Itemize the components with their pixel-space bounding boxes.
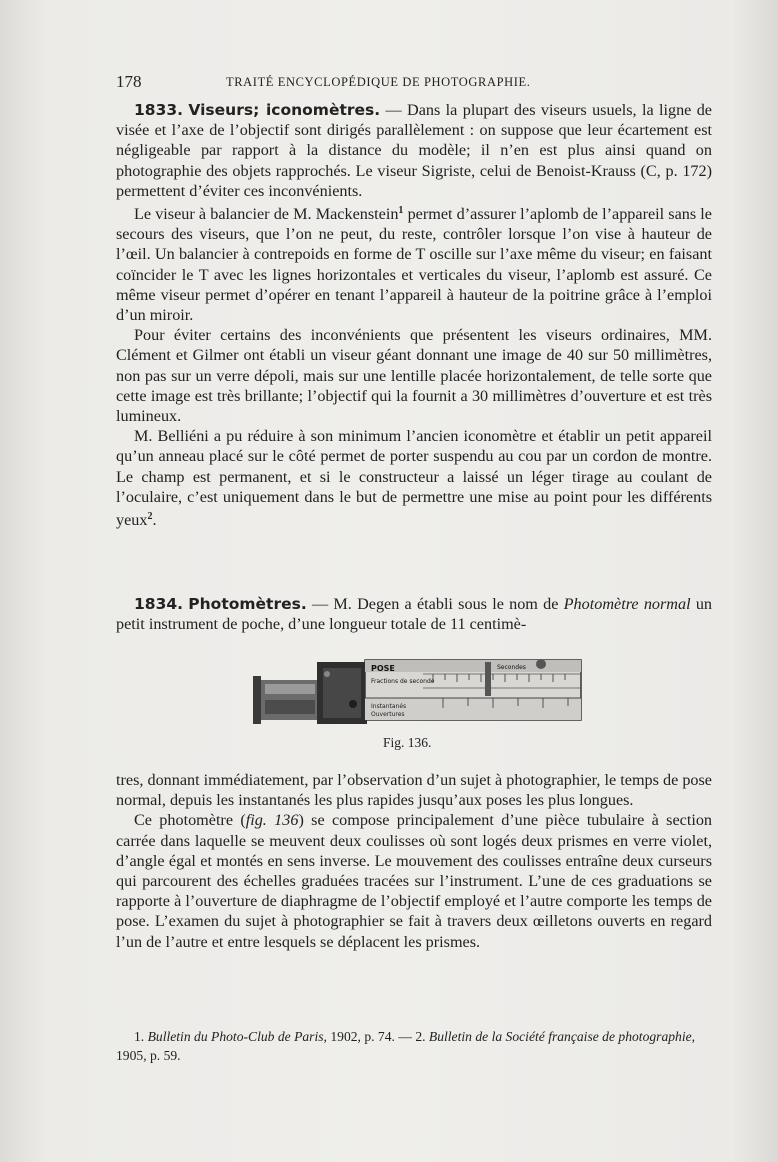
footnote-2-number: 2. [415,1029,429,1044]
paragraph-text: ) se compose principalement d’une pièce tubulaire à section carrée dans laquelle se meuvent deux coulisses où sont logés deux prismes en verre violet, d’angle égal et montés en sens inverse. Le mouvement des coulisses entraîne deux curseurs qui parcourent des échelles graduées tracées sur l’instrument. L’une de ces graduations se rapporte à l’ouverture de diaphragme de l’objectif employé et l’autre comporte les temps de pose. L’examen du sujet à photographier se fait à travers deux œilletons ouverts en regard l’un de l’autre et entre lesquels se déplacent les prismes. [116,811,713,951]
label-secondes: Secondes [497,664,526,671]
section-1834-intro [116,594,712,634]
label-fractions: Fractions de seconde [371,678,435,685]
section-1833-paragraph-4 [116,426,712,530]
label-pose: POSE [371,664,395,673]
footnote-1-number: 1. [134,1029,148,1044]
label-instantanes: Instantanés [371,703,407,710]
section-1833 [116,100,712,530]
section-1834-paragraph-2 [116,810,712,951]
section-1834 [116,594,712,634]
section-title: Viseurs; iconomètres. [188,101,381,119]
figure-reference: fig. 136 [245,811,299,830]
running-title: TRAITÉ ENCYCLOPÉDIQUE DE PHOTOGRAPHIE. [226,75,531,89]
photometer-illustration [253,654,583,728]
label-ouvertures: Ouvertures [371,711,405,718]
page-number: 178 [116,72,142,91]
section-title: Photomètres. [188,595,307,613]
paragraph-text: — M. Degen a établi sous le nom de [306,595,564,613]
paragraph-text: tres, donnant immédiatement, par l’observation d’un sujet à photographier, le temps de pose normal, depuis les instantanés les plus rapides jusqu’aux poses les plus longues. [116,771,712,810]
footnote-1-details: 1902, p. 74. — [326,1029,416,1044]
figure-caption: Fig. 136. [383,735,432,750]
footnote-ref: 1 [398,205,404,217]
page-header [116,72,716,94]
paragraph-text: un petit instrument de poche, d’une longueur totale de 11 centimè- [116,595,713,634]
paragraph-text: Le viseur à balancier de M. Mackenstein [134,205,399,224]
footnote-1-title: Bulletin du Photo-Club de Paris, [147,1029,327,1044]
footnotes [116,1027,712,1065]
section-1833-paragraph-1 [116,100,712,201]
section-1834-continued [116,770,712,952]
section-1833-paragraph-2 [116,201,712,325]
section-number: 1834. [134,595,184,613]
paragraph-text: — Dans la plupart des viseurs usuels, la ligne de visée et l’axe de l’objectif sont dirigés parallèlement : on suppose que leur écartement est négligeable par rapport à la distance du modèle; il n’en est plus ainsi quand on photographie des objets rapprochés. Le viseur Sigriste, celui de Benoist-Krauss (C, p. 172) permettent d’éviter ces inconvénients. [116,101,712,200]
paragraph-text: Ce photomètre ( [134,811,246,830]
italic-term: Photomètre normal [563,595,691,613]
footnote-2-details: 1905, p. 59. [116,1048,181,1063]
section-number: 1833. [134,101,184,119]
footnote-ref: 2 [147,511,153,523]
section-1834-continuation [116,770,712,810]
paragraph-text: M. Belliéni a pu réduire à son minimum l’ancien iconomètre et établir un petit appareil qu’un anneau placé sur le côté permet de porter suspendu au cou par un cordon de montre. Le champ est permanent, et si le constructeur a laissé un léger tirage au coulant de l’oculaire, c’est uniquement dans le but de permettre une mise au point pour les différents yeux [116,427,712,530]
paragraph-text: permet d’assurer l’aplomb de l’appareil sans le secours des viseurs, que l’on ne peut, du reste, contrôler lorsque l’on vise à hauteur de l’œil. Un balancier à contrepoids en forme de T oscille sur l’axe même du viseur; en faisant coïncider le T avec les lignes horizontales et verticales du viseur, l’aplomb est assuré. Ce même viseur permet d’opérer en tenant l’appareil à hauteur de la poitrine grâce à l’emploi d’un miroir. [116,205,712,325]
paragraph-text: Pour éviter certains des inconvénients que présentent les viseurs ordinaires, MM. Clément et Gilmer ont établi un viseur géant donnant une image de 40 sur 50 millimètres, non pas sur un verre dépoli, mais sur une lentille placée horizontalement, de telle sorte que cette image est très brillante; l’objectif qui la fournit a 30 millimètres d’ouverture et est très lumineux. [116,326,712,426]
footnote-2-title: Bulletin de la Société française de photographie, [428,1029,696,1044]
section-1833-paragraph-3 [116,325,712,426]
figure-photometer [253,654,583,728]
paragraph-text: . [152,511,157,530]
